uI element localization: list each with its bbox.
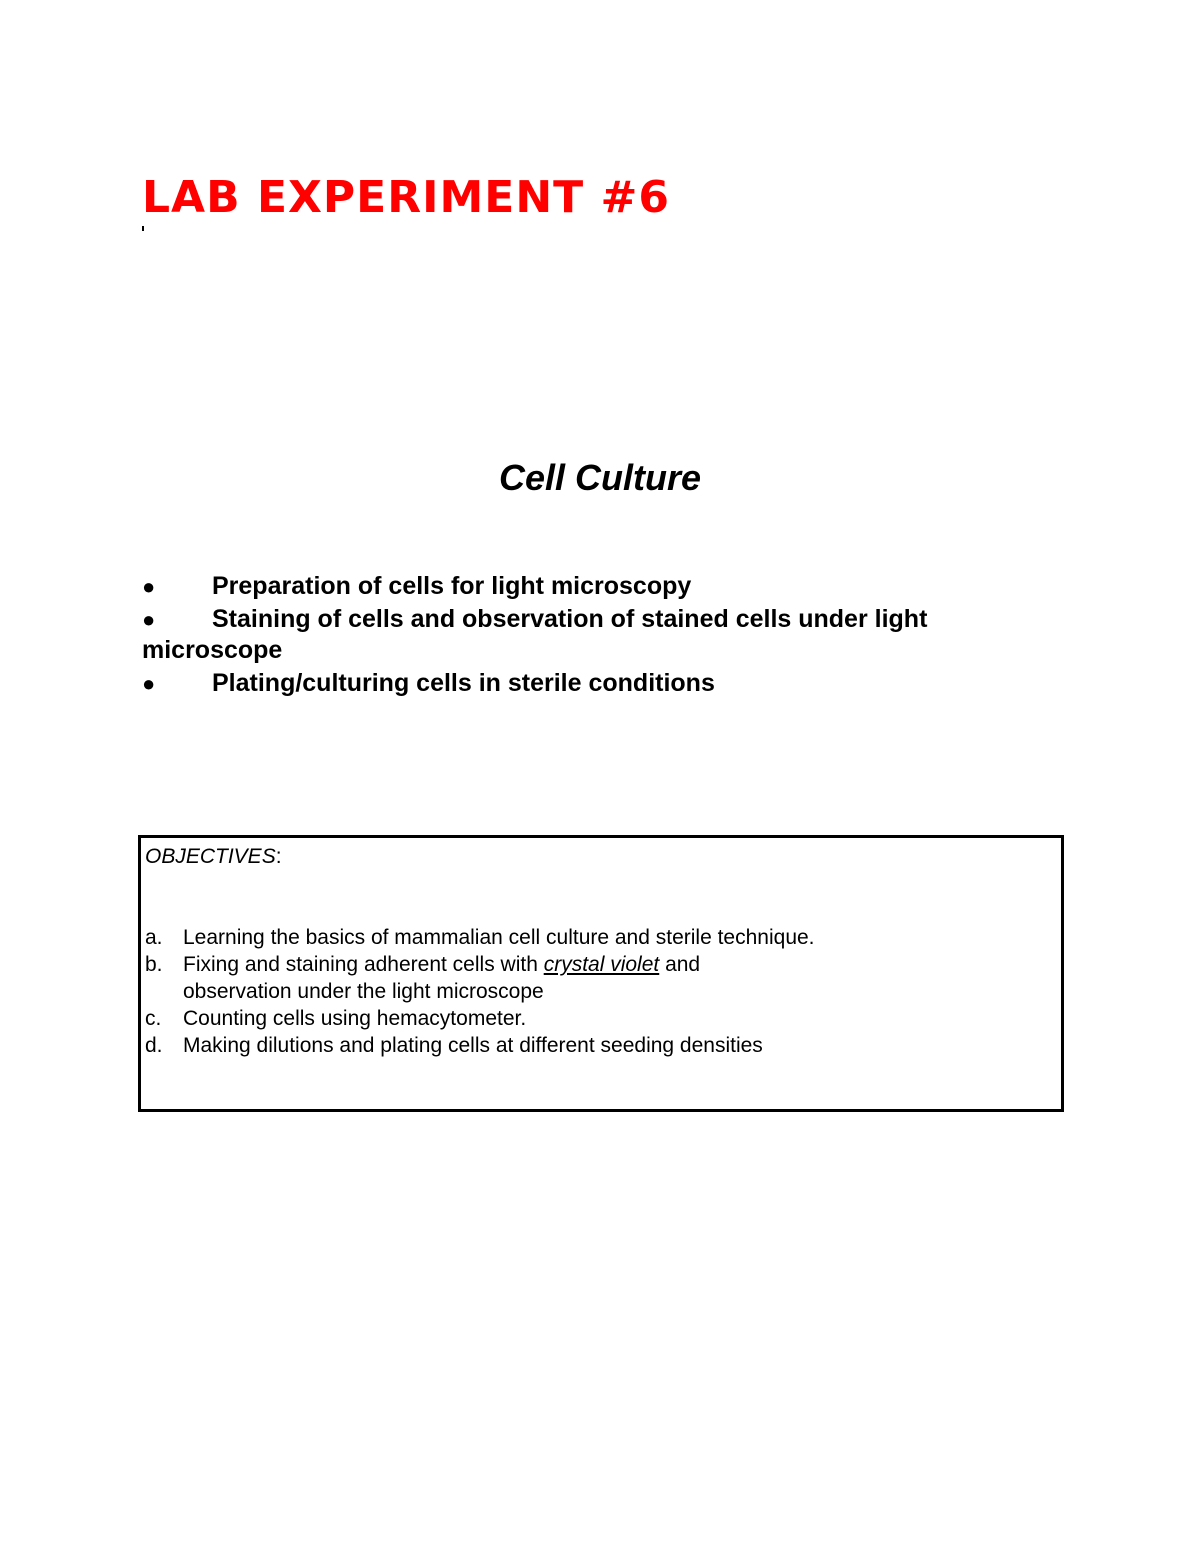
bullet-icon: ● (142, 607, 156, 632)
objectives-box (138, 835, 1064, 1112)
objective-text: Making dilutions and plating cells at different seeding densities (183, 1034, 763, 1057)
objectives-list (145, 924, 1045, 1059)
objective-continuation: observation under the light microscope (183, 980, 544, 1003)
objective-item (145, 1032, 1045, 1059)
objective-marker: d. (145, 1034, 163, 1057)
objective-text: Counting cells using hemacytometer. (183, 1007, 527, 1030)
objective-item (145, 924, 1045, 951)
objective-text-after: and (659, 953, 701, 976)
topic-item (142, 571, 1042, 602)
objective-item (145, 951, 1045, 1005)
topic-item (142, 604, 1042, 666)
title-tick-mark (142, 226, 144, 231)
topic-text: Preparation of cells for light microscopy (212, 572, 692, 600)
topic-list (142, 571, 1042, 701)
topic-item (142, 668, 1042, 699)
objective-text: Fixing and staining adherent cells with (183, 953, 544, 976)
objective-marker: a. (145, 926, 163, 949)
objectives-heading-text: OBJECTIVES (145, 845, 276, 868)
objective-marker: b. (145, 953, 163, 976)
objective-emphasis: crystal violet (543, 953, 660, 976)
objectives-heading-colon: : (275, 845, 282, 868)
topic-text: Staining of cells and observation of stained cells under light microscope (142, 605, 928, 664)
bullet-icon: ● (142, 671, 156, 696)
lab-experiment-title: LAB EXPERIMENT #6 (142, 172, 670, 223)
bullet-icon: ● (142, 574, 156, 599)
objective-text: Learning the basics of mammalian cell culture and sterile technique. (183, 926, 815, 949)
objective-item (145, 1005, 1045, 1032)
objectives-heading (145, 844, 282, 870)
topic-text: Plating/culturing cells in sterile conditions (212, 669, 715, 697)
objective-marker: c. (145, 1007, 162, 1030)
document-subtitle: Cell Culture (498, 457, 702, 498)
